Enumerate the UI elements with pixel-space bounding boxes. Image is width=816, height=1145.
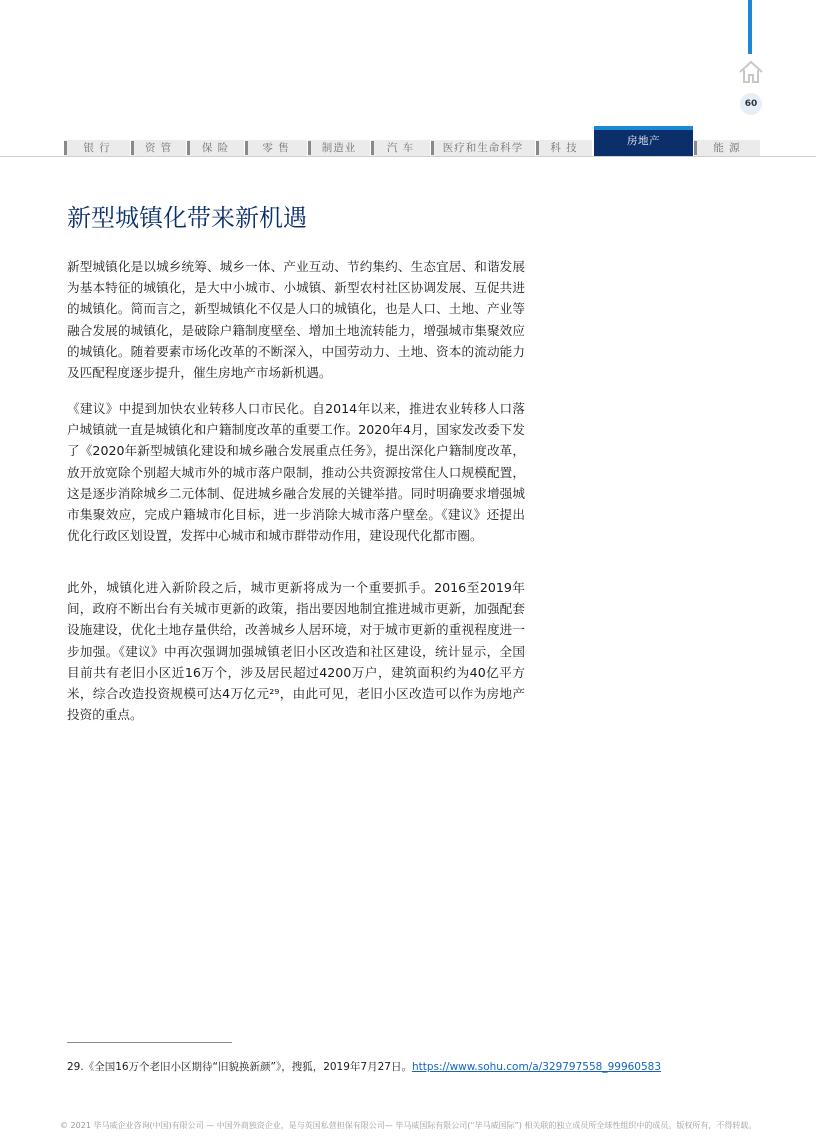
paragraph-2: 《建议》中提到加快农业转移人口市民化。自2014年以来，推进农业转移人口落户城镇就一直是城镇化和户籍制度改革的重要工作。2020年4月，国家发改委下发了《2020年新型城镇化建设和城乡融合发展重点任务》，提出深化户籍制度改革，放开放宽除个别超大城市外的城市落户限制，推动公共资源按常住人口规模配置，这是逐步消除城乡二元体制、促进城乡融合发展的关键举措。同时明确要求增强城市集聚效应，完成户籍城市化目标，进一步消除大城市落户壁垒。《建议》还提出优化行政区划设置，发挥中心城市和城市群带动作用，建设现代化都市圈。 — [67, 401, 525, 544]
tab-energy[interactable]: 能 源 — [694, 140, 760, 156]
tab-automotive[interactable]: 汽 车 — [371, 140, 430, 156]
paragraph-3: 此外，城镇化进入新阶段之后，城市更新将成为一个重要抓手。2016至2019年间，政府不断出台有关城市更新的政策，指出要因地制宜推进城市更新，加强配套设施建设，优化土地存量供给，改善城乡人居环境，对于城市更新的重视程度进一步加强。《建议》中再次强调加强城镇老旧小区改造和社区建设，统计显示，全国目前共有老旧小区近16万个，涉及居民超过4200万户，建筑面积约为40亿平方米，综合改造投资规模可达4万亿元²⁹，由此可见，老旧小区改造可以作为房地产投资的重点。 — [67, 580, 525, 723]
tab-real-estate[interactable]: 房地产 — [594, 126, 693, 156]
tab-retail[interactable]: 零 售 — [245, 140, 307, 156]
nav-divider — [0, 156, 816, 157]
page-number: 60 — [740, 93, 762, 115]
tab-technology[interactable]: 科 技 — [536, 140, 592, 156]
tab-asset-management[interactable]: 资 管 — [131, 140, 186, 156]
footnote-text: 29.《全国16万个老旧小区期待“旧貌换新颜”》，搜狐，2019年7月27日。 — [67, 1061, 412, 1073]
section-nav — [0, 126, 816, 158]
home-icon[interactable] — [738, 60, 764, 84]
footnote-link[interactable]: https://www.sohu.com/a/329797558_99960583 — [411, 1061, 662, 1073]
accent-bar — [748, 0, 752, 54]
tab-manufacturing[interactable]: 制造业 — [308, 140, 370, 156]
footnote — [67, 1059, 661, 1074]
copyright-notice: © 2021 毕马威企业咨询(中国)有限公司 — 中国外商独资企业，是与英国私营担保有限公司— 毕马威国际有限公司(“毕马威国际”) 相关联的独立成员所全球性组织中的成员。版权所有，不得转载。 — [60, 1121, 757, 1130]
tab-insurance[interactable]: 保 险 — [187, 140, 244, 156]
tab-healthcare-life-sciences[interactable]: 医疗和生命科学 — [431, 140, 535, 156]
tab-banking[interactable]: 银 行 — [64, 140, 130, 156]
paragraph-1: 新型城镇化是以城乡统筹、城乡一体、产业互动、节约集约、生态宜居、和谐发展为基本特征的城镇化，是大中小城市、小城镇、新型农村社区协调发展、互促共进的城镇化。简而言之，新型城镇化不仅是人口的城镇化，也是人口、土地、产业等融合发展的城镇化，是破除户籍制度壁垒、增加土地流转能力，增强城市集聚效应的城镇化。随着要素市场化改革的不断深入，中国劳动力、土地、资本的流动能力及匹配程度逐步提升，催生房地产市场新机遇。 — [67, 259, 525, 381]
footnote-divider — [67, 1042, 232, 1043]
article-title: 新型城镇化带来新机遇 — [67, 204, 307, 232]
